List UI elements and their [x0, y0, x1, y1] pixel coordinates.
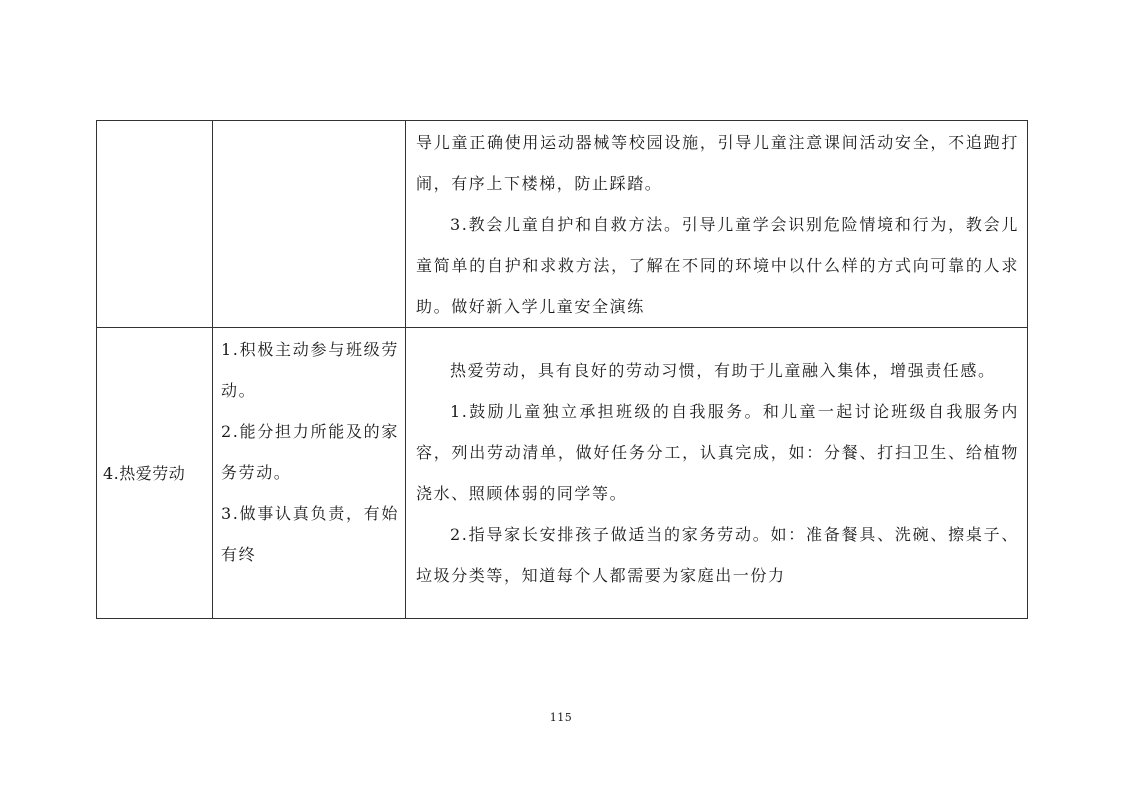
goal-item-1: 1.积极主动参与班级劳动。 [221, 340, 399, 400]
goal-item-2: 2.能分担力所能及的家务劳动。 [221, 422, 399, 482]
row2-guidance-paragraph-2: 2.指导家长安排孩子做适当的家务劳动。如：准备餐具、洗碗、擦桌子、垃圾分类等，知道每个人都需要为家庭出一份力 [416, 525, 1019, 585]
row1-goals-text [213, 121, 405, 122]
row2-category-cell [97, 328, 213, 619]
page-number: 115 [549, 711, 573, 724]
row1-category-cell [97, 121, 213, 328]
table-row [97, 121, 1028, 328]
row2-guidance-cell [406, 328, 1028, 619]
row2-guidance-paragraph-1: 1.鼓励儿童独立承担班级的自我服务。和儿童一起讨论班级自我服务内容，列出劳动清单，做好任务分工，认真完成，如：分餐、打扫卫生、给植物浇水、照顾体弱的同学等。 [416, 402, 1019, 503]
row1-goals-cell [213, 121, 406, 328]
row2-goals-cell [213, 328, 406, 619]
row1-guidance-paragraph-3: 3.教会儿童自护和自救方法。引导儿童学会识别危险情境和行为，教会儿童简单的自护和求救方法，了解在不同的环境中以什么样的方式向可靠的人求助。做好新入学儿童安全演练 [416, 215, 1019, 316]
row1-guidance-paragraph-continued: 导儿童正确使用运动器械等校园设施，引导儿童注意课间活动安全，不追跑打闹，有序上下楼梯，防止踩踏。 [416, 133, 1019, 193]
content-table [96, 120, 1028, 619]
table-row [97, 328, 1028, 619]
row2-category-text: 4.热爱劳动 [103, 463, 186, 483]
row1-guidance-cell [406, 121, 1028, 328]
goal-item-3: 3.做事认真负责，有始有终 [221, 504, 399, 564]
row2-guidance-intro: 热爱劳动，具有良好的劳动习惯，有助于儿童融入集体，增强责任感。 [450, 361, 996, 380]
